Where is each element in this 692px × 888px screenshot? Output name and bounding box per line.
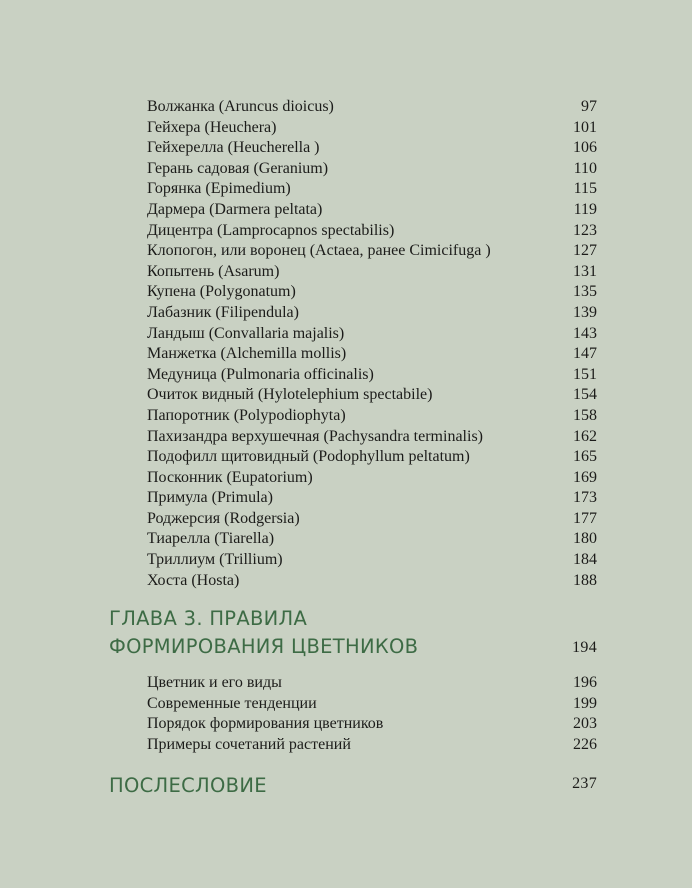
toc-entry-title: Копытень (Asarum): [147, 262, 280, 280]
toc-entry: [147, 447, 597, 468]
toc-entry: [147, 179, 597, 200]
toc-entry: [147, 468, 597, 489]
toc-entry-page: 158: [573, 406, 597, 424]
toc-entry-page: 154: [573, 386, 597, 404]
toc-entry-page: 173: [573, 489, 597, 507]
toc-entry-title: Лабазник (Filipendula): [147, 303, 299, 321]
toc-entry-page: 226: [573, 735, 597, 753]
toc-entry-page: 119: [573, 200, 597, 218]
toc-entry-title: Ландыш (Convallaria majalis): [147, 324, 345, 342]
toc-entry: [147, 221, 597, 242]
toc-entry-title: Клопогон, или воронец (Actaea, ранее Cimicifuga ): [147, 242, 491, 260]
toc-entry-page: 131: [573, 262, 597, 280]
toc-entry-title: Посконник (Eupatorium): [147, 468, 313, 486]
toc-entry: [147, 571, 597, 592]
toc-entry-page: 147: [573, 345, 597, 363]
toc-entry-title: Герань садовая (Geranium): [147, 159, 329, 177]
toc-entry-title: Порядок формирования цветников: [147, 715, 384, 733]
toc-entry-page: 106: [573, 139, 597, 157]
toc-entry: [147, 509, 597, 530]
toc-entry-title: Триллиум (Trillium): [147, 551, 283, 569]
toc-entry: [147, 427, 597, 448]
toc-entry-title: Очиток видный (Hylotelephium spectabile): [147, 386, 433, 404]
toc-entry: [147, 365, 597, 386]
toc-entry-title: Примула (Primula): [147, 489, 273, 507]
toc-entry: [147, 406, 597, 427]
chapter-3-title-line-2: ФОРМИРОВАНИЯ ЦВЕТНИКОВ: [109, 635, 419, 658]
toc-entry-title: Примеры сочетаний растений: [147, 735, 351, 753]
toc-entry-page: 101: [573, 118, 597, 136]
toc-entry: [147, 550, 597, 571]
toc-entry: [147, 241, 597, 262]
toc-entry-title: Купена (Polygonatum): [147, 283, 296, 301]
toc-entry-title: Папоротник (Polypodiophyta): [147, 406, 346, 424]
toc-entry-title: Дицентра (Lamprocapnos spectabilis): [147, 221, 395, 239]
toc-entry-title: Цветник и его виды: [147, 674, 282, 691]
toc-entry-page: 169: [573, 468, 597, 486]
toc-entry-title: Гейхерелла (Heucherella ): [147, 139, 320, 157]
toc-entry-title: Манжетка (Alchemilla mollis): [147, 345, 347, 363]
toc-entry: [147, 138, 597, 159]
toc-entry: [147, 735, 597, 756]
plant-entries: [147, 97, 597, 591]
chapter-3-entries: [147, 673, 597, 755]
toc-entry-page: 110: [573, 159, 597, 177]
toc-entry: [147, 118, 597, 139]
toc-entry-page: 115: [573, 180, 597, 198]
toc-entry-title: Медуница (Pulmonaria officinalis): [147, 365, 374, 383]
toc-entry-page: 177: [573, 509, 597, 527]
toc-entry-page: 127: [573, 242, 597, 260]
toc-entry-title: Тиарелла (Tiarella): [147, 530, 275, 548]
toc-entry: [147, 200, 597, 221]
toc-entry-page: 184: [573, 551, 597, 569]
toc-entry: [147, 324, 597, 345]
toc-entry-title: Хоста (Hosta): [147, 571, 240, 589]
toc-entry-page: 165: [573, 448, 597, 466]
afterword-page-number: 237: [572, 775, 597, 792]
afterword-title: ПОСЛЕСЛОВИЕ: [109, 774, 267, 797]
toc-entry-title: Современные тенденции: [147, 694, 317, 712]
afterword-heading: [109, 772, 597, 800]
toc-entry-page: 199: [573, 694, 597, 712]
chapter-3-heading: [109, 605, 597, 661]
toc-entry: [147, 714, 597, 735]
toc-entry-page: 196: [573, 674, 597, 691]
toc-entry: [147, 344, 597, 365]
toc-entry-title: Горянка (Epimedium): [147, 180, 291, 198]
toc-entry-page: 188: [573, 571, 597, 589]
toc-entry-title: Подофилл щитовидный (Podophyllum peltatum): [147, 448, 470, 466]
toc-entry-title: Пахизандра верхушечная (Pachysandra terminalis): [147, 427, 483, 445]
toc-entry-title: Роджерсия (Rodgersia): [147, 509, 300, 527]
toc-entry-page: 139: [573, 303, 597, 321]
toc-entry-page: 123: [573, 221, 597, 239]
chapter-3-title-line-1: ГЛАВА 3. ПРАВИЛА: [109, 607, 308, 630]
toc-entry-page: 143: [573, 324, 597, 342]
toc-entry: [147, 694, 597, 715]
chapter-3-page-number: 194: [572, 639, 597, 656]
toc-entry-page: 203: [573, 715, 597, 733]
toc-entry-page: 151: [573, 365, 597, 383]
toc-entry-page: 162: [573, 427, 597, 445]
toc-entry-page: 180: [573, 530, 597, 548]
toc-entry-title: Дармера (Darmera peltata): [147, 200, 323, 218]
toc-entry-title: Волжанка (Aruncus dioicus): [147, 98, 334, 115]
toc-entry: [147, 282, 597, 303]
toc-entry: [147, 385, 597, 406]
toc-entry: [147, 488, 597, 509]
toc-entry-page: 135: [573, 283, 597, 301]
toc-entry: [147, 159, 597, 180]
toc-entry: [147, 303, 597, 324]
toc-entry: [147, 529, 597, 550]
toc-entry: [147, 262, 597, 283]
toc-entry: [147, 673, 597, 694]
toc-entry-page: 97: [581, 98, 597, 115]
toc-entry-title: Гейхера (Heuchera): [147, 118, 277, 136]
toc-entry: [147, 97, 597, 118]
